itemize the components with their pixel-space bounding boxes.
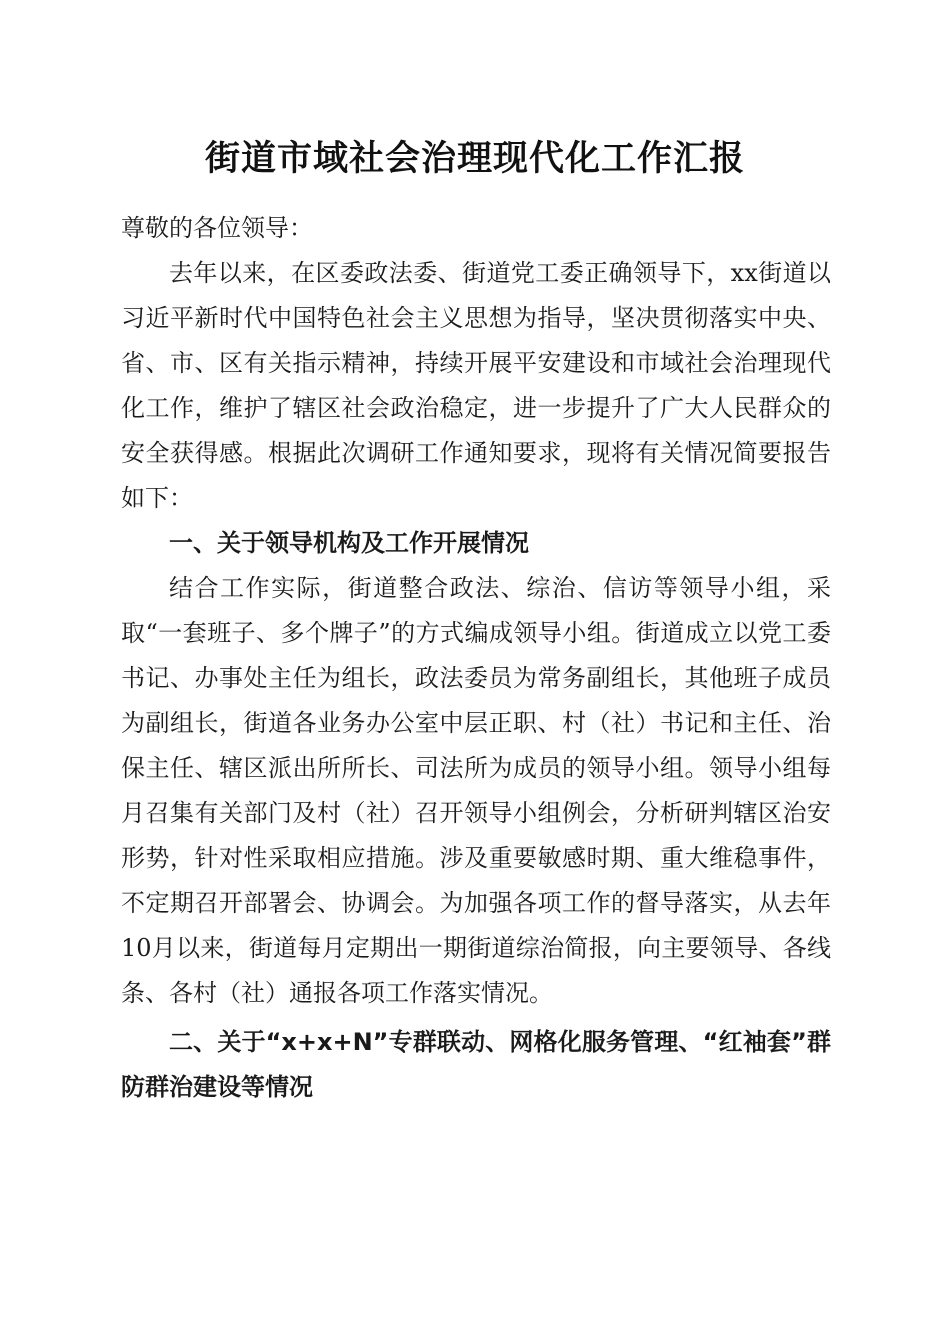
section-1-paragraph: 结合工作实际，街道整合政法、综治、信访等领导小组，采取“一套班子、多个牌子”的方式编成领导小组。街道成立以党工委书记、办事处主任为组长，政法委员为常务副组长，其他班子成员为副组长，街道各业务办公室中层正职、村（社）书记和主任、治保主任、辖区派出所所长、司法所为成员的领导小组。领导小组每月召集有关部门及村（社）召开领导小组例会，分析研判辖区治安形势，针对性采取相应措施。涉及重要敏感时期、重大维稳事件，不定期召开部署会、协调会。为加强各项工作的督导落实，从去年10月以来，街道每月定期出一期街道综治简报，向主要领导、各线条、各村（社）通报各项工作落实情况。: [121, 574, 831, 1007]
document-body: [121, 206, 831, 1110]
section-2-heading: 二、关于“x+x+N”专群联动、网格化服务管理、“红袖套”群防群治建设等情况: [121, 1028, 831, 1101]
section-1-heading: 一、关于领导机构及工作开展情况: [169, 529, 529, 557]
intro-paragraph: 去年以来，在区委政法委、街道党工委正确领导下，xx街道以习近平新时代中国特色社会主义思想为指导，坚决贯彻落实中央、省、市、区有关指示精神，持续开展平安建设和市域社会治理现代化工作，维护了辖区社会政治稳定，进一步提升了广大人民群众的安全获得感。根据此次调研工作通知要求，现将有关情况简要报告如下：: [121, 259, 831, 512]
salutation: 尊敬的各位领导：: [121, 214, 313, 242]
document-title: 街道市域社会治理现代化工作汇报: [204, 138, 745, 179]
